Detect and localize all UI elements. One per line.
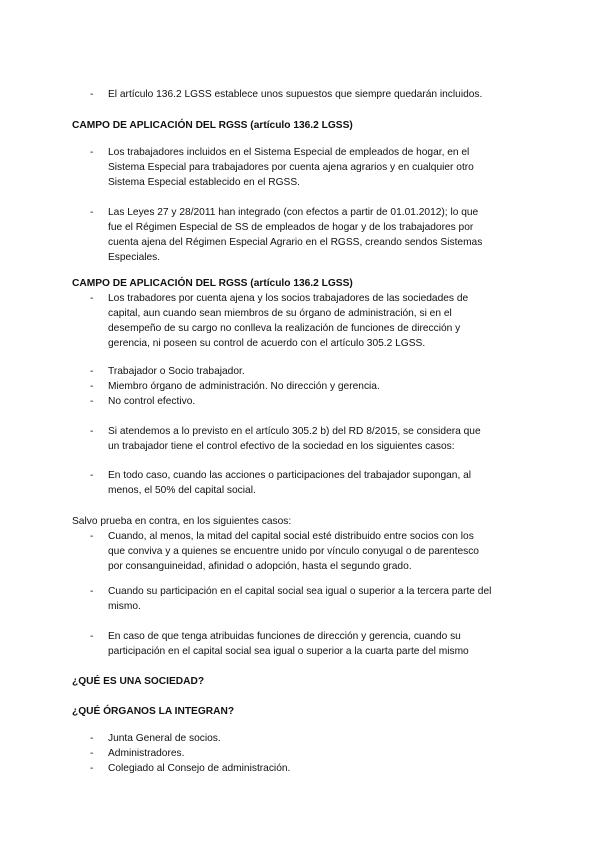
bullet-dash: -: [90, 470, 94, 481]
list-item-text: No control efectivo.: [108, 396, 196, 407]
list-item: [90, 379, 530, 394]
list-item: [90, 746, 530, 761]
list-item-text: Los trabajadores incluidos en el Sistema Especial de empleados de hogar, en el Sistema Especial para trabajadores por cuenta ajena agrarios y en cualquier otro Sistema Especial establecido en el RGSS.: [108, 147, 474, 188]
list-item-text: Administradores.: [108, 748, 185, 759]
list-item-text: Las Leyes 27 y 28/2011 han integrado (con efectos a partir de 01.01.2012); lo que fue el Régimen Especial de SS de empleados de hogar y de los trabajadores por cuenta ajena del Régimen Especial Agrario en el RGSS, creando sendos Sistemas Especiales.: [108, 207, 483, 263]
list-item-text: Colegiado al Consejo de administración.: [108, 763, 291, 774]
bullet-dash: -: [90, 631, 94, 642]
list-item: [90, 629, 530, 659]
list-item: [90, 584, 530, 614]
bullet-dash: -: [90, 147, 94, 158]
list-item: [90, 87, 530, 102]
bullet-dash: -: [90, 531, 94, 542]
paragraph: Salvo prueba en contra, en los siguientes casos:: [72, 516, 292, 527]
bullet-dash: -: [90, 381, 94, 392]
bullet-dash: -: [90, 586, 94, 597]
bullet-dash: -: [90, 293, 94, 304]
bullet-dash: -: [90, 733, 94, 744]
bullet-dash: -: [90, 366, 94, 377]
bullet-dash: -: [90, 89, 94, 100]
list-item-text: Cuando, al menos, la mitad del capital social esté distribuido entre socios con los que conviva y a quienes se encuentre unido por vínculo conyugal o de parentesco por consanguineidad, afinidad o adopción, hasta el segundo grado.: [108, 531, 479, 572]
list-item-text: En caso de que tenga atribuidas funciones de dirección y gerencia, cuando su participación en el capital social sea igual o superior a la cuarta parte del mismo: [108, 631, 469, 657]
section-heading: ¿QUÉ ÓRGANOS LA INTEGRAN?: [72, 706, 235, 717]
bullet-dash: -: [90, 426, 94, 437]
section-heading: CAMPO DE APLICACIÓN DEL RGSS (artículo 136.2 LGSS): [72, 120, 353, 131]
list-item-text: Si atendemos a lo previsto en el artículo 305.2 b) del RD 8/2015, se considera que un trabajador tiene el control efectivo de la sociedad en los siguientes casos:: [108, 426, 481, 452]
list-item: [90, 761, 530, 776]
list-item-text: El artículo 136.2 LGSS establece unos supuestos que siempre quedarán incluidos.: [108, 89, 483, 100]
list-item-text: Junta General de socios.: [108, 733, 221, 744]
list-item-text: Trabajador o Socio trabajador.: [108, 366, 245, 377]
list-item: [90, 424, 530, 454]
list-item: [90, 468, 530, 498]
bullet-dash: -: [90, 763, 94, 774]
list-item-text: Cuando su participación en el capital social sea igual o superior a la tercera parte del mismo.: [108, 586, 492, 612]
list-item-text: Los trabadores por cuenta ajena y los socios trabajadores de las sociedades de capital, aun cuando sean miembros de su órgano de administración, si en el desempeño de su cargo no conlleva la realización de funciones de dirección y gerencia, ni poseen su control de acuerdo con el artículo 305.2 LGSS.: [108, 293, 469, 349]
list-item: [90, 205, 530, 265]
list-item-text: Miembro órgano de administración. No dirección y gerencia.: [108, 381, 380, 392]
section-heading: CAMPO DE APLICACIÓN DEL RGSS (artículo 136.2 LGSS): [72, 278, 353, 289]
list-item: [90, 145, 530, 190]
section-heading: ¿QUÉ ES UNA SOCIEDAD?: [72, 676, 205, 687]
bullet-dash: -: [90, 748, 94, 759]
list-item: [90, 731, 530, 746]
list-item: [90, 394, 530, 409]
bullet-dash: -: [90, 396, 94, 407]
list-item: [90, 529, 530, 574]
list-item: [90, 291, 530, 351]
list-item-text: En todo caso, cuando las acciones o participaciones del trabajador supongan, al menos, el 50% del capital social.: [108, 470, 472, 496]
bullet-dash: -: [90, 207, 94, 218]
list-item: [90, 364, 530, 379]
